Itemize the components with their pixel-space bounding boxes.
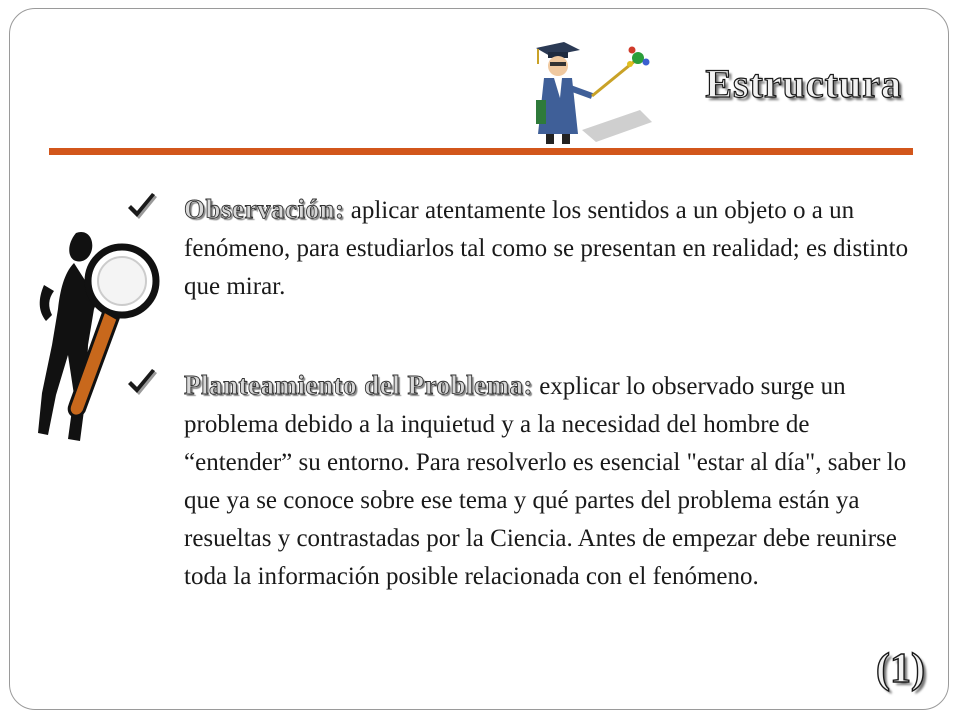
bullet-text [184,190,914,306]
slide-title: Estructura [705,61,902,106]
bullet-term: Observación: [184,194,345,224]
bullet-term: Planteamiento del Problema: [184,370,533,400]
title-divider [49,148,913,155]
bullet-description: aplicar atentamente los sentidos a un objeto o a un fenómeno, para estudiarlos tal como se presentan en realidad; es distinto que mirar. [184,197,909,300]
checkmark-icon [124,190,158,224]
checkmark-icon [124,366,158,400]
bullet-description: explicar lo observado surge un problema debido a la inquietud y a la necesidad del hombre de “entender” su entorno. Para resolverlo es esencial "estar al día", saber lo que ya se conoce sobre ese tema y qué partes del problema están ya resueltas y contrastadas por la Ciencia. Antes de empezar debe reunirse toda la información posible relacionada con el fenómeno. [184,373,907,590]
bullet-text [184,366,914,596]
magnifier-illustration [30,225,160,457]
page-number: (1) [876,646,925,692]
